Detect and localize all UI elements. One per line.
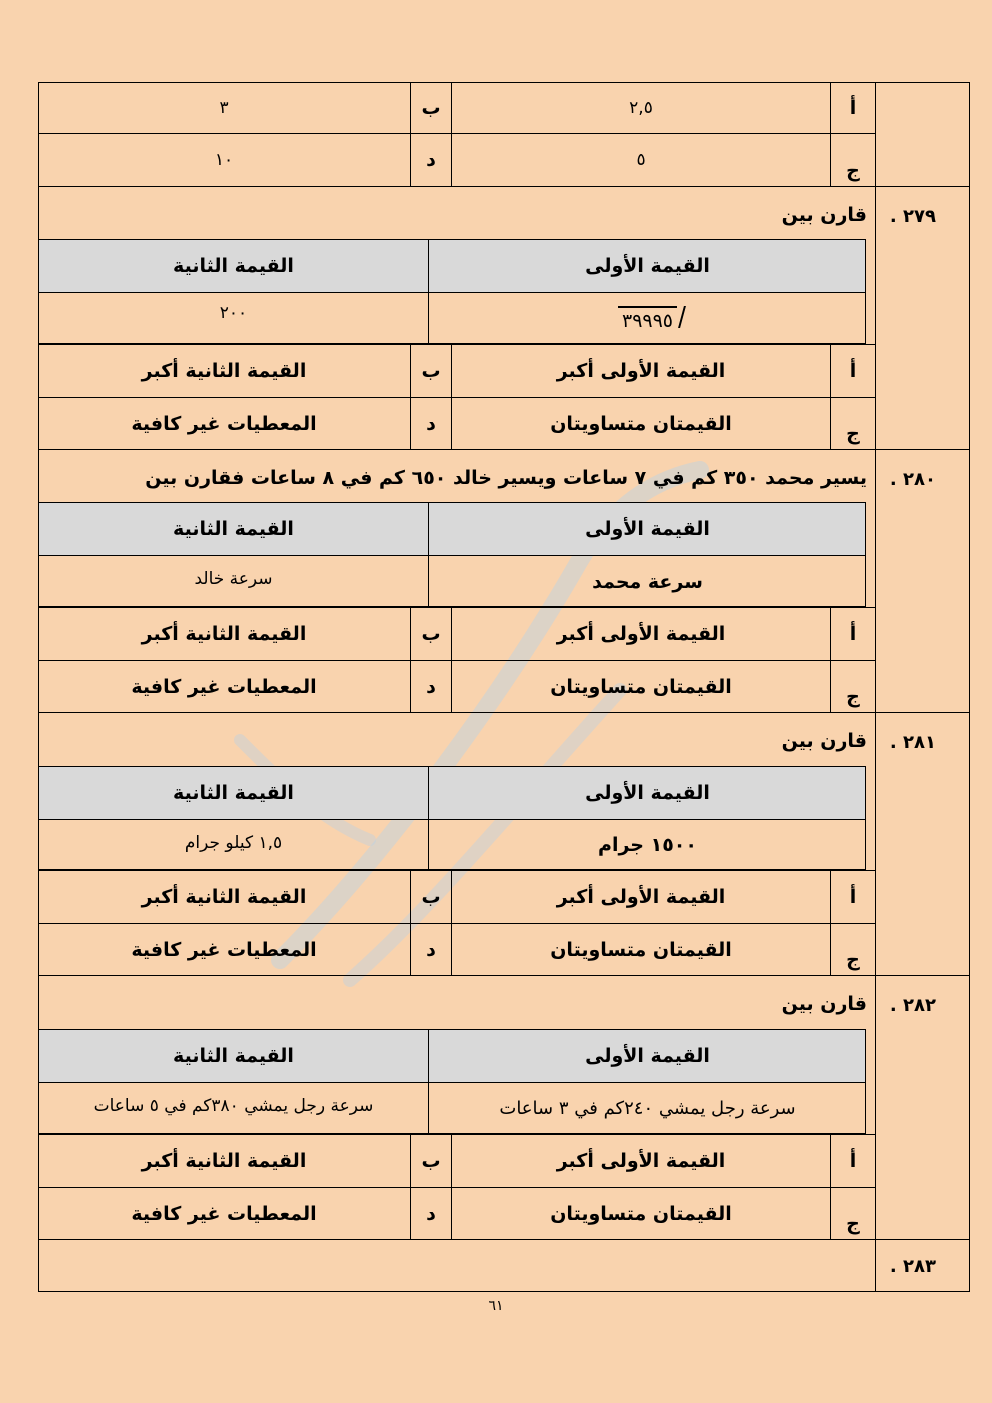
- choice-b-label: ب: [421, 886, 441, 908]
- choice-a-value: ٢,٥: [629, 97, 653, 118]
- choice-a-label: أ: [849, 886, 857, 908]
- question-number-283: ٢٨٣ .: [889, 1256, 936, 1277]
- second-value-header: القيمة الثانية: [173, 782, 294, 804]
- first-value: سرعة رجل يمشي ٢٤٠كم في ٣ ساعات: [499, 1098, 796, 1119]
- choice-a-label: أ: [849, 96, 857, 119]
- first-value: ١٥٠٠ جرام: [598, 834, 697, 856]
- second-value: ٢٠٠: [219, 303, 248, 323]
- question-prompt-282: قارن بين: [781, 993, 867, 1015]
- choice-a-text: القيمة الأولى أكبر: [556, 360, 726, 382]
- choice-b-label: ب: [421, 1150, 441, 1172]
- question-prompt-281: قارن بين: [781, 730, 867, 752]
- choice-d-text: المعطيات غير كافية: [131, 412, 317, 435]
- page-number: ٦١: [488, 1298, 504, 1314]
- choice-c-label: ج: [846, 686, 860, 708]
- choice-a-label: أ: [849, 360, 857, 382]
- choice-b-value: ٣: [219, 97, 229, 118]
- choice-b-label: ب: [421, 360, 441, 382]
- first-value-header: القيمة الأولى: [585, 255, 710, 277]
- choice-a-text: القيمة الأولى أكبر: [556, 1150, 726, 1172]
- choice-b-text: القيمة الثانية أكبر: [141, 623, 307, 645]
- compare-table-280: [38, 502, 866, 607]
- choice-c-label: ج: [846, 949, 860, 971]
- choice-d-label: د: [426, 1202, 436, 1225]
- question-number-280: ٢٨٠ .: [889, 469, 936, 490]
- first-value: سرعة محمد: [592, 570, 703, 593]
- long-division-expression: ٣٩٩٩٥: [618, 306, 677, 332]
- choice-a-label: أ: [849, 1150, 857, 1172]
- choice-c-value: ٥: [636, 150, 646, 170]
- choice-a-label: أ: [849, 623, 857, 645]
- question-prompt-279: قارن بين: [781, 204, 867, 226]
- choice-d-label: د: [426, 938, 436, 961]
- choice-d-text: المعطيات غير كافية: [131, 675, 317, 698]
- choice-c-text: القيمتان متساويتان: [550, 1202, 732, 1225]
- compare-table-282: [38, 1029, 866, 1134]
- choice-c-label: ج: [846, 423, 860, 445]
- second-value-header: القيمة الثانية: [173, 255, 294, 277]
- first-value: [429, 293, 866, 344]
- choice-c-text: القيمتان متساويتان: [550, 412, 732, 435]
- choice-c-label: ج: [846, 1213, 860, 1235]
- choice-d-label: د: [426, 675, 436, 698]
- second-value: سرعة رجل يمشي ٣٨٠كم في ٥ ساعات: [93, 1096, 374, 1116]
- question-number-281: ٢٨١ .: [889, 732, 936, 753]
- choice-d-value: ١٠: [214, 150, 234, 170]
- choice-d-label: د: [426, 412, 436, 435]
- choice-a-text: القيمة الأولى أكبر: [556, 886, 726, 908]
- choice-c-text: القيمتان متساويتان: [550, 675, 732, 698]
- choice-b-text: القيمة الثانية أكبر: [141, 886, 307, 908]
- first-value-header: القيمة الأولى: [585, 518, 710, 540]
- choice-d-text: المعطيات غير كافية: [131, 938, 317, 961]
- choice-b-text: القيمة الثانية أكبر: [141, 1150, 307, 1172]
- question-prompt-280: يسير محمد ٣٥٠ كم في ٧ ساعات ويسير خالد ٦٥٠ كم في ٨ ساعات فقارن بين: [145, 467, 867, 489]
- choice-d-label: د: [426, 149, 436, 171]
- choice-c-label: ج: [846, 160, 860, 182]
- first-value-header: القيمة الأولى: [585, 782, 710, 804]
- choice-b-label: ب: [421, 623, 441, 645]
- first-value-header: القيمة الأولى: [585, 1045, 710, 1067]
- choice-b-label: ب: [421, 96, 441, 119]
- choice-c-text: القيمتان متساويتان: [550, 938, 732, 961]
- choice-b-text: القيمة الثانية أكبر: [141, 360, 307, 382]
- compare-table-281: [38, 766, 866, 870]
- choice-a-text: القيمة الأولى أكبر: [556, 623, 726, 645]
- second-value-header: القيمة الثانية: [173, 518, 294, 540]
- choice-d-text: المعطيات غير كافية: [131, 1202, 317, 1225]
- second-value-header: القيمة الثانية: [173, 1045, 294, 1067]
- question-number-282: ٢٨٢ .: [889, 995, 936, 1016]
- compare-table-279: [38, 239, 866, 344]
- second-value: سرعة خالد: [194, 569, 273, 589]
- second-value: ١,٥ كيلو جرام: [184, 833, 283, 853]
- question-number-279: ٢٧٩ .: [889, 206, 936, 227]
